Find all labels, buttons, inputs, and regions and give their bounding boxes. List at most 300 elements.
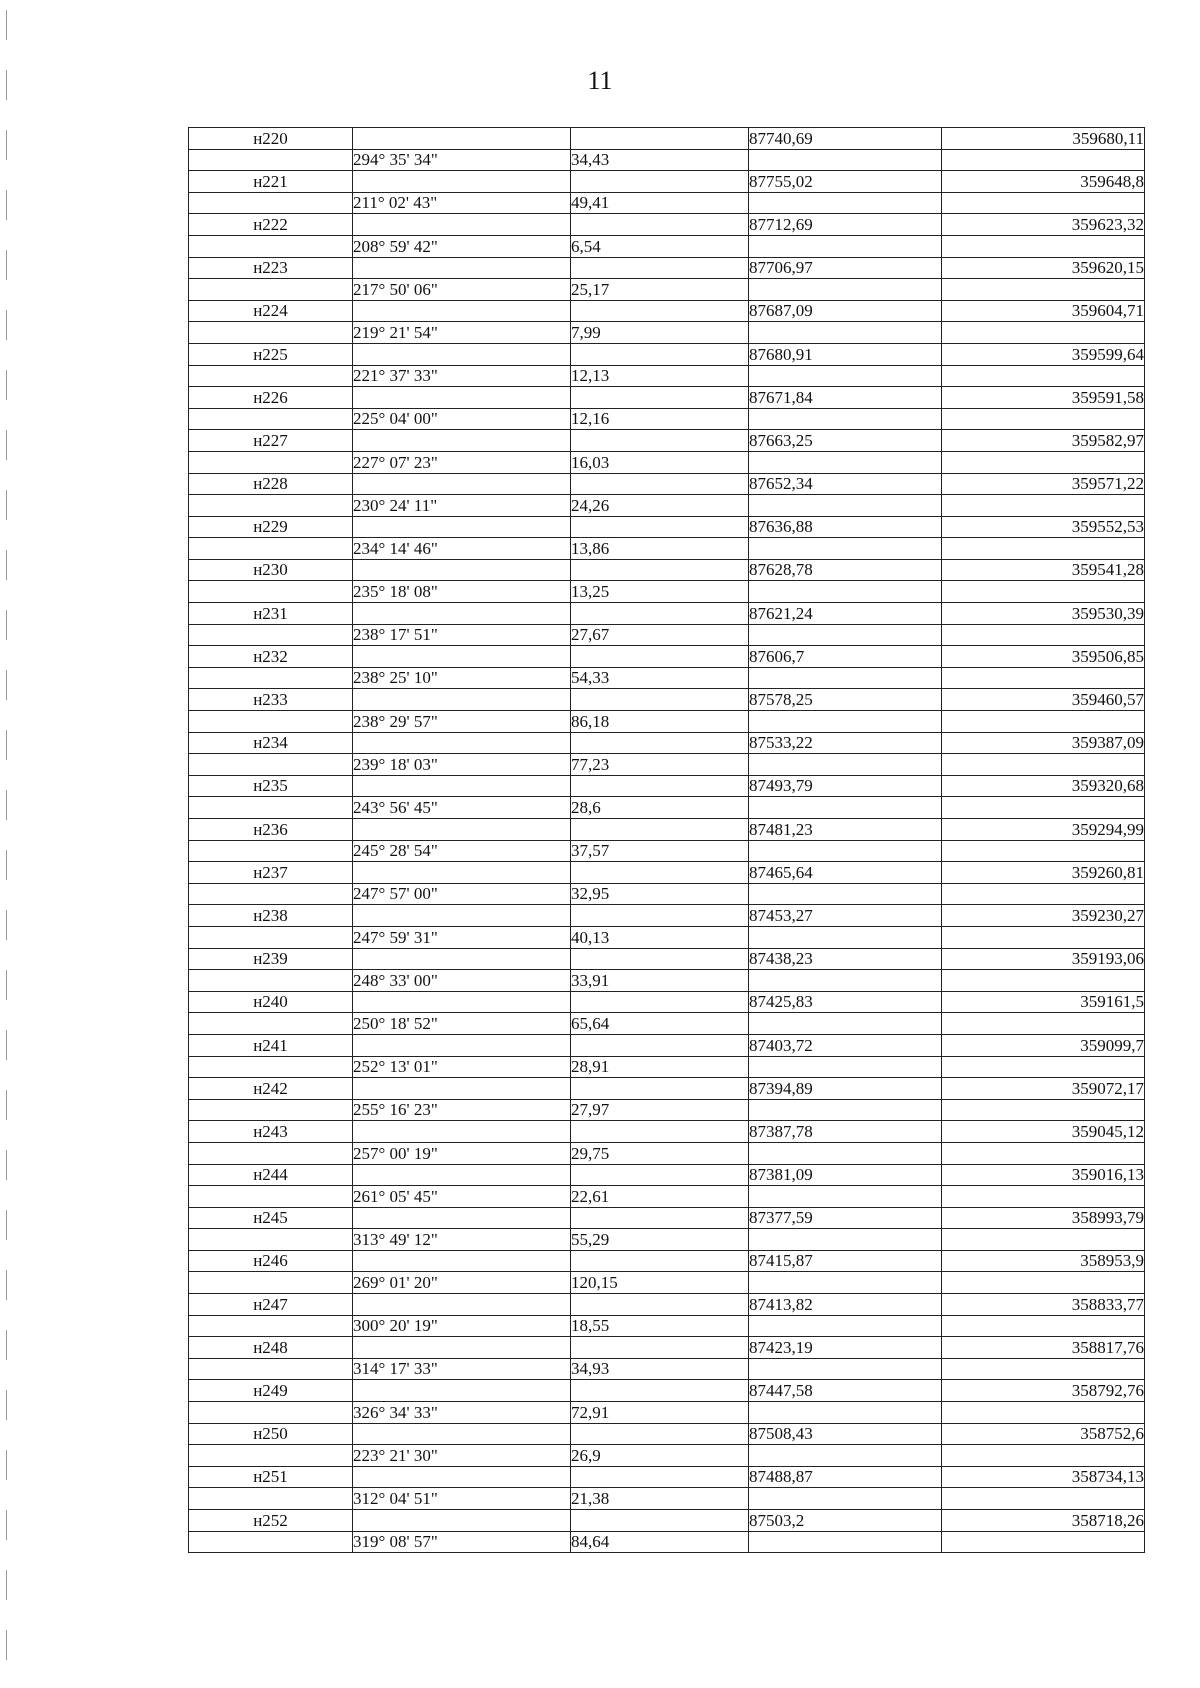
- table-row: [189, 430, 1145, 452]
- point-cell: [189, 235, 353, 257]
- y-coordinate-cell: [942, 495, 1145, 517]
- y-coordinate-cell: [942, 322, 1145, 344]
- point-cell: [189, 322, 353, 344]
- distance-cell: [571, 128, 749, 150]
- y-coordinate-cell: [942, 581, 1145, 603]
- angle-cell: [353, 1380, 571, 1402]
- table-row: [189, 1013, 1145, 1035]
- table-row: [189, 214, 1145, 236]
- distance-cell: 27,97: [571, 1099, 749, 1121]
- point-cell: н232: [189, 646, 353, 668]
- x-coordinate-cell: 87423,19: [749, 1337, 942, 1359]
- point-cell: [189, 1186, 353, 1208]
- point-cell: [189, 365, 353, 387]
- x-coordinate-cell: [749, 279, 942, 301]
- x-coordinate-cell: [749, 667, 942, 689]
- angle-cell: [353, 430, 571, 452]
- x-coordinate-cell: 87663,25: [749, 430, 942, 452]
- angle-cell: 238° 17' 51": [353, 624, 571, 646]
- y-coordinate-cell: [942, 840, 1145, 862]
- distance-cell: [571, 646, 749, 668]
- distance-cell: [571, 387, 749, 409]
- table-row: [189, 754, 1145, 776]
- table-row: [189, 624, 1145, 646]
- y-coordinate-cell: 359460,57: [942, 689, 1145, 711]
- point-cell: н241: [189, 1034, 353, 1056]
- distance-cell: 28,6: [571, 797, 749, 819]
- table-row: [189, 300, 1145, 322]
- distance-cell: [571, 257, 749, 279]
- angle-cell: 230° 24' 11": [353, 495, 571, 517]
- angle-cell: [353, 343, 571, 365]
- table-row: [189, 840, 1145, 862]
- y-coordinate-cell: [942, 970, 1145, 992]
- distance-cell: [571, 1466, 749, 1488]
- distance-cell: [571, 171, 749, 193]
- table-row: [189, 473, 1145, 495]
- page-number: 11: [587, 66, 613, 95]
- angle-cell: 211° 02' 43": [353, 192, 571, 214]
- point-cell: н226: [189, 387, 353, 409]
- x-coordinate-cell: 87578,25: [749, 689, 942, 711]
- distance-cell: 33,91: [571, 970, 749, 992]
- point-cell: н235: [189, 775, 353, 797]
- angle-cell: [353, 257, 571, 279]
- x-coordinate-cell: [749, 451, 942, 473]
- table-row: [189, 646, 1145, 668]
- table-row: [189, 1099, 1145, 1121]
- angle-cell: 257° 00' 19": [353, 1142, 571, 1164]
- table-row: [189, 516, 1145, 538]
- point-cell: н229: [189, 516, 353, 538]
- y-coordinate-cell: [942, 1402, 1145, 1424]
- distance-cell: [571, 1078, 749, 1100]
- table-row: [189, 343, 1145, 365]
- table-row: [189, 322, 1145, 344]
- x-coordinate-cell: 87628,78: [749, 559, 942, 581]
- x-coordinate-cell: [749, 495, 942, 517]
- y-coordinate-cell: [942, 711, 1145, 733]
- angle-cell: 248° 33' 00": [353, 970, 571, 992]
- table-row: [189, 991, 1145, 1013]
- y-coordinate-cell: [942, 235, 1145, 257]
- angle-cell: 314° 17' 33": [353, 1358, 571, 1380]
- y-coordinate-cell: [942, 538, 1145, 560]
- table-row: [189, 1164, 1145, 1186]
- y-coordinate-cell: [942, 1099, 1145, 1121]
- y-coordinate-cell: 359582,97: [942, 430, 1145, 452]
- point-cell: н252: [189, 1510, 353, 1532]
- angle-cell: 221° 37' 33": [353, 365, 571, 387]
- table-row: [189, 235, 1145, 257]
- angle-cell: 208° 59' 42": [353, 235, 571, 257]
- y-coordinate-cell: 359320,68: [942, 775, 1145, 797]
- angle-cell: [353, 214, 571, 236]
- x-coordinate-cell: 87621,24: [749, 603, 942, 625]
- y-coordinate-cell: 359599,64: [942, 343, 1145, 365]
- y-coordinate-cell: 359648,8: [942, 171, 1145, 193]
- table-row: [189, 387, 1145, 409]
- y-coordinate-cell: 359530,39: [942, 603, 1145, 625]
- angle-cell: [353, 819, 571, 841]
- point-cell: н220: [189, 128, 353, 150]
- y-coordinate-cell: 358817,76: [942, 1337, 1145, 1359]
- table-row: [189, 192, 1145, 214]
- y-coordinate-cell: 359591,58: [942, 387, 1145, 409]
- table-row: [189, 257, 1145, 279]
- x-coordinate-cell: 87394,89: [749, 1078, 942, 1100]
- distance-cell: [571, 300, 749, 322]
- angle-cell: 247° 59' 31": [353, 926, 571, 948]
- x-coordinate-cell: 87438,23: [749, 948, 942, 970]
- angle-cell: [353, 473, 571, 495]
- coordinates-table: [188, 127, 1145, 1553]
- x-coordinate-cell: 87403,72: [749, 1034, 942, 1056]
- angle-cell: 227° 07' 23": [353, 451, 571, 473]
- distance-cell: 18,55: [571, 1315, 749, 1337]
- table-row: [189, 819, 1145, 841]
- distance-cell: [571, 1121, 749, 1143]
- point-cell: н231: [189, 603, 353, 625]
- x-coordinate-cell: [749, 1358, 942, 1380]
- distance-cell: 86,18: [571, 711, 749, 733]
- distance-cell: 28,91: [571, 1056, 749, 1078]
- distance-cell: 27,67: [571, 624, 749, 646]
- angle-cell: 243° 56' 45": [353, 797, 571, 819]
- angle-cell: [353, 862, 571, 884]
- angle-cell: 255° 16' 23": [353, 1099, 571, 1121]
- x-coordinate-cell: 87488,87: [749, 1466, 942, 1488]
- y-coordinate-cell: [942, 1358, 1145, 1380]
- table-row: [189, 171, 1145, 193]
- angle-cell: [353, 1250, 571, 1272]
- table-row: [189, 279, 1145, 301]
- angle-cell: 319° 08' 57": [353, 1531, 571, 1553]
- point-cell: н225: [189, 343, 353, 365]
- point-cell: н250: [189, 1423, 353, 1445]
- y-coordinate-cell: [942, 1056, 1145, 1078]
- point-cell: [189, 408, 353, 430]
- y-coordinate-cell: [942, 365, 1145, 387]
- angle-cell: 239° 18' 03": [353, 754, 571, 776]
- table-row: [189, 775, 1145, 797]
- y-coordinate-cell: 359620,15: [942, 257, 1145, 279]
- angle-cell: [353, 1510, 571, 1532]
- y-coordinate-cell: [942, 1186, 1145, 1208]
- angle-cell: 238° 25' 10": [353, 667, 571, 689]
- point-cell: н234: [189, 732, 353, 754]
- distance-cell: [571, 473, 749, 495]
- point-cell: н222: [189, 214, 353, 236]
- distance-cell: [571, 1034, 749, 1056]
- point-cell: [189, 1531, 353, 1553]
- point-cell: н242: [189, 1078, 353, 1100]
- distance-cell: [571, 1294, 749, 1316]
- table-row: [189, 149, 1145, 171]
- table-row: [189, 1380, 1145, 1402]
- angle-cell: 225° 04' 00": [353, 408, 571, 430]
- x-coordinate-cell: [749, 754, 942, 776]
- distance-cell: 40,13: [571, 926, 749, 948]
- point-cell: [189, 495, 353, 517]
- angle-cell: [353, 171, 571, 193]
- angle-cell: 313° 49' 12": [353, 1229, 571, 1251]
- angle-cell: [353, 732, 571, 754]
- y-coordinate-cell: 359623,32: [942, 214, 1145, 236]
- distance-cell: 22,61: [571, 1186, 749, 1208]
- table-row: [189, 1510, 1145, 1532]
- coordinates-table-body: [189, 128, 1145, 1553]
- angle-cell: [353, 1207, 571, 1229]
- table-row: [189, 538, 1145, 560]
- x-coordinate-cell: 87465,64: [749, 862, 942, 884]
- y-coordinate-cell: 358734,13: [942, 1466, 1145, 1488]
- x-coordinate-cell: [749, 1531, 942, 1553]
- table-row: [189, 1186, 1145, 1208]
- angle-cell: 250° 18' 52": [353, 1013, 571, 1035]
- point-cell: н244: [189, 1164, 353, 1186]
- y-coordinate-cell: 359294,99: [942, 819, 1145, 841]
- point-cell: н245: [189, 1207, 353, 1229]
- y-coordinate-cell: 359552,53: [942, 516, 1145, 538]
- x-coordinate-cell: [749, 192, 942, 214]
- table-row: [189, 1402, 1145, 1424]
- point-cell: [189, 1358, 353, 1380]
- distance-cell: [571, 430, 749, 452]
- angle-cell: [353, 948, 571, 970]
- y-coordinate-cell: 359016,13: [942, 1164, 1145, 1186]
- x-coordinate-cell: [749, 1013, 942, 1035]
- x-coordinate-cell: [749, 235, 942, 257]
- point-cell: [189, 1229, 353, 1251]
- y-coordinate-cell: 358752,6: [942, 1423, 1145, 1445]
- table-row: [189, 1445, 1145, 1467]
- point-cell: [189, 279, 353, 301]
- x-coordinate-cell: [749, 970, 942, 992]
- point-cell: [189, 1056, 353, 1078]
- y-coordinate-cell: [942, 883, 1145, 905]
- table-row: [189, 1250, 1145, 1272]
- table-row: [189, 128, 1145, 150]
- distance-cell: 16,03: [571, 451, 749, 473]
- x-coordinate-cell: [749, 926, 942, 948]
- table-row: [189, 408, 1145, 430]
- angle-cell: 247° 57' 00": [353, 883, 571, 905]
- distance-cell: 13,25: [571, 581, 749, 603]
- distance-cell: [571, 1337, 749, 1359]
- point-cell: [189, 451, 353, 473]
- point-cell: н221: [189, 171, 353, 193]
- point-cell: [189, 1272, 353, 1294]
- point-cell: [189, 667, 353, 689]
- distance-cell: 37,57: [571, 840, 749, 862]
- distance-cell: 49,41: [571, 192, 749, 214]
- scan-margin-line: [6, 10, 7, 1660]
- point-cell: н247: [189, 1294, 353, 1316]
- distance-cell: [571, 214, 749, 236]
- y-coordinate-cell: 359193,06: [942, 948, 1145, 970]
- angle-cell: [353, 128, 571, 150]
- angle-cell: 312° 04' 51": [353, 1488, 571, 1510]
- table-row: [189, 883, 1145, 905]
- x-coordinate-cell: 87503,2: [749, 1510, 942, 1532]
- distance-cell: 65,64: [571, 1013, 749, 1035]
- table-row: [189, 1056, 1145, 1078]
- table-row: [189, 1315, 1145, 1337]
- angle-cell: [353, 1034, 571, 1056]
- point-cell: [189, 883, 353, 905]
- distance-cell: 21,38: [571, 1488, 749, 1510]
- point-cell: н237: [189, 862, 353, 884]
- angle-cell: 234° 14' 46": [353, 538, 571, 560]
- table-row: [189, 1229, 1145, 1251]
- y-coordinate-cell: 359099,7: [942, 1034, 1145, 1056]
- point-cell: [189, 1315, 353, 1337]
- x-coordinate-cell: 87706,97: [749, 257, 942, 279]
- angle-cell: 219° 21' 54": [353, 322, 571, 344]
- point-cell: [189, 840, 353, 862]
- point-cell: [189, 926, 353, 948]
- point-cell: н248: [189, 1337, 353, 1359]
- angle-cell: 252° 13' 01": [353, 1056, 571, 1078]
- y-coordinate-cell: 359387,09: [942, 732, 1145, 754]
- point-cell: [189, 797, 353, 819]
- distance-cell: 12,16: [571, 408, 749, 430]
- x-coordinate-cell: [749, 149, 942, 171]
- angle-cell: 261° 05' 45": [353, 1186, 571, 1208]
- y-coordinate-cell: 359072,17: [942, 1078, 1145, 1100]
- x-coordinate-cell: [749, 1186, 942, 1208]
- distance-cell: 54,33: [571, 667, 749, 689]
- distance-cell: [571, 559, 749, 581]
- table-row: [189, 1466, 1145, 1488]
- y-coordinate-cell: [942, 1142, 1145, 1164]
- distance-cell: 120,15: [571, 1272, 749, 1294]
- table-row: [189, 1078, 1145, 1100]
- distance-cell: [571, 1164, 749, 1186]
- distance-cell: [571, 689, 749, 711]
- x-coordinate-cell: 87606,7: [749, 646, 942, 668]
- table-row: [189, 926, 1145, 948]
- distance-cell: [571, 343, 749, 365]
- point-cell: н227: [189, 430, 353, 452]
- table-row: [189, 689, 1145, 711]
- table-row: [189, 1207, 1145, 1229]
- y-coordinate-cell: 359260,81: [942, 862, 1145, 884]
- angle-cell: [353, 905, 571, 927]
- point-cell: н240: [189, 991, 353, 1013]
- angle-cell: [353, 1164, 571, 1186]
- x-coordinate-cell: [749, 1229, 942, 1251]
- distance-cell: 72,91: [571, 1402, 749, 1424]
- table-row: [189, 1488, 1145, 1510]
- x-coordinate-cell: [749, 840, 942, 862]
- angle-cell: 245° 28' 54": [353, 840, 571, 862]
- x-coordinate-cell: 87381,09: [749, 1164, 942, 1186]
- x-coordinate-cell: 87425,83: [749, 991, 942, 1013]
- y-coordinate-cell: 358953,9: [942, 1250, 1145, 1272]
- y-coordinate-cell: [942, 279, 1145, 301]
- table-row: [189, 559, 1145, 581]
- table-row: [189, 862, 1145, 884]
- y-coordinate-cell: 358718,26: [942, 1510, 1145, 1532]
- angle-cell: 300° 20' 19": [353, 1315, 571, 1337]
- y-coordinate-cell: 358792,76: [942, 1380, 1145, 1402]
- point-cell: н236: [189, 819, 353, 841]
- y-coordinate-cell: 359161,5: [942, 991, 1145, 1013]
- x-coordinate-cell: 87680,91: [749, 343, 942, 365]
- distance-cell: 26,9: [571, 1445, 749, 1467]
- distance-cell: [571, 516, 749, 538]
- table-row: [189, 970, 1145, 992]
- x-coordinate-cell: 87508,43: [749, 1423, 942, 1445]
- x-coordinate-cell: 87671,84: [749, 387, 942, 409]
- y-coordinate-cell: 359045,12: [942, 1121, 1145, 1143]
- x-coordinate-cell: 87415,87: [749, 1250, 942, 1272]
- y-coordinate-cell: 359541,28: [942, 559, 1145, 581]
- angle-cell: 294° 35' 34": [353, 149, 571, 171]
- distance-cell: [571, 1250, 749, 1272]
- y-coordinate-cell: [942, 624, 1145, 646]
- distance-cell: 32,95: [571, 883, 749, 905]
- angle-cell: [353, 516, 571, 538]
- x-coordinate-cell: [749, 365, 942, 387]
- distance-cell: 84,64: [571, 1531, 749, 1553]
- distance-cell: 13,86: [571, 538, 749, 560]
- point-cell: н251: [189, 1466, 353, 1488]
- x-coordinate-cell: [749, 711, 942, 733]
- distance-cell: 6,54: [571, 235, 749, 257]
- point-cell: [189, 1445, 353, 1467]
- angle-cell: [353, 1337, 571, 1359]
- y-coordinate-cell: [942, 926, 1145, 948]
- x-coordinate-cell: 87387,78: [749, 1121, 942, 1143]
- y-coordinate-cell: 359680,11: [942, 128, 1145, 150]
- distance-cell: [571, 905, 749, 927]
- distance-cell: [571, 1207, 749, 1229]
- distance-cell: [571, 819, 749, 841]
- y-coordinate-cell: 359571,22: [942, 473, 1145, 495]
- y-coordinate-cell: [942, 1013, 1145, 1035]
- y-coordinate-cell: 359506,85: [942, 646, 1145, 668]
- x-coordinate-cell: [749, 1056, 942, 1078]
- point-cell: [189, 192, 353, 214]
- distance-cell: [571, 775, 749, 797]
- angle-cell: 269° 01' 20": [353, 1272, 571, 1294]
- point-cell: н239: [189, 948, 353, 970]
- point-cell: [189, 711, 353, 733]
- point-cell: [189, 624, 353, 646]
- angle-cell: [353, 1294, 571, 1316]
- x-coordinate-cell: [749, 408, 942, 430]
- y-coordinate-cell: 358833,77: [942, 1294, 1145, 1316]
- point-cell: [189, 1402, 353, 1424]
- angle-cell: [353, 775, 571, 797]
- x-coordinate-cell: [749, 1445, 942, 1467]
- distance-cell: [571, 991, 749, 1013]
- table-row: [189, 1423, 1145, 1445]
- table-row: [189, 495, 1145, 517]
- table-row: [189, 1531, 1145, 1553]
- x-coordinate-cell: 87687,09: [749, 300, 942, 322]
- y-coordinate-cell: [942, 1315, 1145, 1337]
- x-coordinate-cell: [749, 797, 942, 819]
- y-coordinate-cell: 358993,79: [942, 1207, 1145, 1229]
- table-row: [189, 1121, 1145, 1143]
- point-cell: н228: [189, 473, 353, 495]
- x-coordinate-cell: 87740,69: [749, 128, 942, 150]
- y-coordinate-cell: [942, 1445, 1145, 1467]
